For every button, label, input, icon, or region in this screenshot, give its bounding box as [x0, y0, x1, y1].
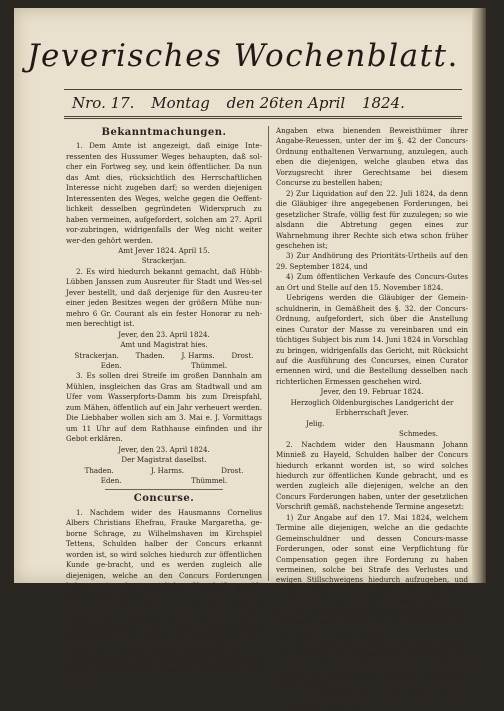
issue-number: Nro. 17.	[72, 94, 135, 112]
issue-date: den 26ten April	[226, 94, 346, 112]
signature: Eden.	[100, 475, 122, 485]
concurs-2-term-1: 1) Zur Angabe auf den 17. Mai 1824, welchem Termine alle diejenigen, welche an die gedachte Gemeinschuldner und dessen Concurs-masse Forderungen, oder sonst eine Verpflichtung für Compensation gegen ihre Forderung zu haben vermeinen, solche bei Strafe des Verlustes und ewigen Stillschweigens hiedurch aufzugeben, und selbige nebst ihrer Angaben etwa bienenden Beweisthümer ihrer Angabe-Reuessen, unter der im §. 42 der Concurs-Ordnung enthaltenen Verwarnung, anzulegen, auch ebenfalls von der Ausführung des Concursmittels abstehen haben;	[276, 512, 468, 637]
notice-2-authority: Amt und Magistrat hies.	[120, 340, 208, 350]
left-column	[66, 126, 262, 686]
masthead-title: Jeverisches Wochenblatt	[27, 38, 448, 74]
concurs-1-remark: Uebrigens werden die Gläubiger der Gemein-schuldnerin, in Gemäßheit des §. 32. der Concurs-Ordnung, aufgefordert, sich über die Anstellung eines Curator der Masse zu vereinbaren und ein tüchtiges Subject bis zum 14. Juni 1824 in Vorschlag zu bringen, widrigenfalls das Gericht, mit Rücksicht auf die Ausführung des Concurses, einen Curator ernennen wird, und die Bestellung desselben nach richterlichen Ermessen geschehen wird.	[276, 293, 468, 386]
notice-3: 3. Es sollen drei Streife im großen Dannhaln am Mühlen, insgleichen das Gras am Stadtwall und am Ufer vom Wasserpforts-Damm bis zum Dreispfahl, zum Mähen, öffentlich auf ein Jahr verheuert werden. Die Liebhaber wollen sich am 3. Mai e. J. Vormittags um 11 Uhr auf dem Rathhause einfinden und ihr Gebot erklären.	[66, 371, 262, 444]
concurs-2-term-3: 3) Zur Andhörung des Prioritäts-Urtheils auf den 8. September 1824, und	[276, 690, 468, 710]
concurs-1-authority: Herzoglich Oldenburgisches Landgericht der Erbherrschaft Jever.	[290, 397, 454, 418]
concurs-2: 2. Nachdem wider den Hausmann Johann Minnieß zu Hayeld, Schulden halber der Concurs hiedurch erkannt worden ist, so wird solches hiedurch zur öffentlichen Kunde gebracht, und es werden zugleich alle diejenigen, welche an den Concurs Forderungen haben, unter der gesetzlichen Vorschrift gemäß, nachstehende Termine angesetzt:	[276, 439, 468, 512]
notice-2-date: Jever, den 23. April 1824.	[118, 329, 210, 339]
notice-1-date: Amt Jever 1824. April 15.	[118, 245, 210, 255]
concurs-1-cont: Angaben etwa bienenden Beweisthümer ihrer Angabe-Reuessen, unter der im §. 42 der Concurs-Ordnung enthaltenen Verwarnung, anzulegen, auch eben die diejenigen, welche glauben etwa das Vorzugsrecht ihrer Gerechtsame bei diesem Concurse zu bestellen haben;	[276, 126, 468, 188]
signature: Drost.	[221, 465, 244, 475]
notice-1-name: Strackerjan.	[141, 256, 187, 266]
rule-bottom-2	[64, 118, 462, 119]
section-divider	[105, 489, 223, 490]
notice-2: 2. Es wird hiedurch bekannt gemacht, daß Hübb-Lübben Janssen zum Ausreuter für Stadt und Wes-sel Jever bestellt, und daß derjenige für den Ausreu-ter einer jeden Besitzes wegen der größern Mühe nun-mehro 6 Gr. Courant als ein fester Honorar zu neh-men berechtigt ist.	[66, 266, 262, 329]
column-divider	[268, 126, 269, 581]
notice-3-signatures	[66, 466, 262, 476]
heading-concurse: Concurse.	[133, 493, 195, 505]
masthead-stop: .	[447, 38, 459, 74]
concurs-1-term-1: 1) Zur Angabe auf den 14. Mai 1824, welchem Termine alle diejenigen, welche an die gedachte Gemeinschuldnerin und deren Concursmasse Forderungen, oder sonst eine Verpflichtung für Compensation gegen eigenen Gegenforderungen zu haben vermeinen, solche bei Strafe des Verlustes und ewigen Stillschweigens hiedurch aufzugeben, und selbige ...	[66, 601, 262, 685]
concurs-1-term-4: 4) Zum öffentlichen Verkaufe des Concurs-Gutes an Ort und Stelle auf den 15. November 1824.	[276, 272, 468, 292]
concurs-1-term-3: 3) Zur Andhörung des Prioritäts-Urtheils auf den 29. September 1824, und	[276, 251, 468, 271]
signature: Strackerjan.	[74, 350, 119, 360]
rule-bottom	[64, 116, 462, 117]
issue-day: Montag	[151, 94, 210, 112]
masthead	[14, 38, 472, 74]
notice-1: 1. Dem Amte ist angezeigt, daß einige Inte-ressenten des Hussumer Weges behaupten, daß sol-cher ein Fortweg sey, und kein öffentlicher. Da nun das Amt dies, rücksichtlich des Herrschaftlichen Interesse nicht zugeben darf; so werden diejenigen Interessenten des Weges, welche gegen die Oeffent-lichkeit desselben gegründeten Widerspruch zu haben vermeinen, aufgefordert, solchen am 27. April vor-zubringen, widrigenfalls der Weg nicht weiter wer-den gehört werden.	[66, 141, 262, 245]
concurs-2-term-2: 2) Zur Liquidation auf den 24. Juli 1824, da denn die Gläubiger ihre angegebenen Forderungen bei gesetzlicher Strafe, völlig zu liquidiren haben, und sich über die Verwaltung der Masse vor auszulegen; so wie alsdann ...	[276, 638, 468, 690]
signature: Thaden.	[84, 465, 114, 475]
notice-3-date: Jever, den 23. April 1824.	[118, 444, 210, 454]
notice-2-signatures-b	[66, 361, 262, 371]
issue-year: 1824.	[361, 94, 405, 112]
signature: J. Harms.	[150, 465, 185, 475]
signature: Eden.	[100, 360, 122, 370]
concurs-1-date: Jever, den 19. Februar 1824.	[320, 387, 424, 397]
heading-bekanntmachungen: Bekanntmachungen.	[101, 127, 227, 138]
concurs-1-sub: Schmedes.	[399, 429, 438, 439]
rule-top	[64, 89, 462, 90]
notice-3-authority: Der Magistrat daselbst.	[121, 455, 207, 465]
concurs-1-term-2: 2) Zur Liquidation auf den 22. Juli 1824, da denn die Gläubiger ihre angegebenen Forderungen, bei gesetzlicher Strafe, völlig fest für zuzulegen; so wie alsdann die Abtretung gegen eines zur Wahrnehmung ihrer Rechte sich etwa schon früher geschehen ist;	[276, 188, 468, 250]
concurs-1: 1. Nachdem wider des Hausmanns Cornelius Albers Christians Ehefrau, Frauke Margaretha, ge-borne Schrage, zu Wilhelmshaven im Kirchspiel Tettens, Schulden halber der Concurs erkannt worden ist, so wird solches hiedurch zur öffentlichen Kunde ge-bracht, und es werden zugleich alle diejenigen, welche an den Concurs Forderungen haben, unter der gesetzlichen Vorschrift gemäß, nachstehende Termine:	[66, 507, 262, 601]
signature: Drost.	[231, 350, 254, 360]
page-spine-shadow	[472, 8, 486, 583]
notice-2-signatures	[66, 351, 262, 361]
right-column	[276, 126, 468, 711]
dateline	[72, 94, 462, 112]
signature: Thümmel.	[191, 360, 228, 370]
signature: J. Harms.	[181, 350, 215, 360]
newspaper-page	[14, 8, 486, 710]
signature: Thaden.	[135, 350, 165, 360]
notice-3-signatures-b	[66, 476, 262, 486]
signature: Thümmel.	[191, 475, 228, 485]
concurs-1-name: Jelig.	[306, 418, 325, 428]
